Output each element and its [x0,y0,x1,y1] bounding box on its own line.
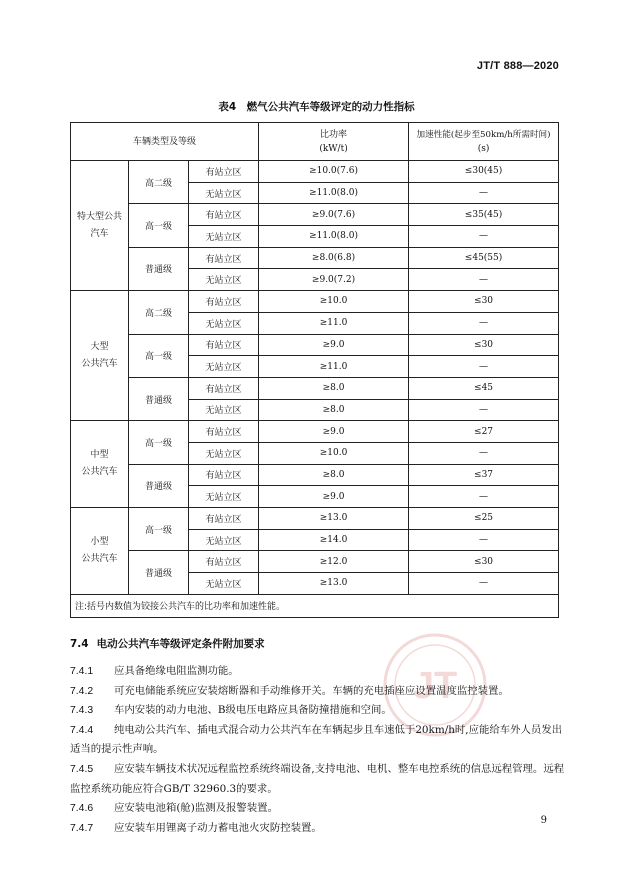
power-ratio-cell: ≥11.0(8.0) [259,182,409,204]
vehicle-type-cell: 特大型公共 汽车 [71,161,129,291]
power-ratio-cell: ≥9.0(7.2) [259,269,409,291]
table-note: 注:括号内数值为铰接公共汽车的比功率和加速性能。 [71,594,559,617]
power-ratio-cell: ≥8.0 [259,464,409,486]
power-ratio-cell: ≥9.0(7.6) [259,204,409,226]
grade-cell: 高一级 [129,508,189,551]
acceleration-cell: ≤30 [409,334,559,356]
header-power-ratio-unit: (kW/t) [319,143,348,154]
vehicle-type-cell: 小型 公共汽车 [71,508,129,595]
table-row [71,161,559,183]
power-ratio-cell: ≥13.0 [259,573,409,595]
clause-number: 7.4.6 [70,803,94,815]
table-body [71,161,559,595]
section-title: 电动公共汽车等级评定条件附加要求 [96,638,265,650]
table-row [71,334,559,356]
standing-area-cell: 无站立区 [189,356,259,378]
grade-cell: 高二级 [129,291,189,334]
clause-text: 应安装电池箱(舱)监测及报警装置。 [114,802,278,815]
clause-number: 7.4.4 [70,724,94,736]
grade-cell: 高一级 [129,334,189,377]
acceleration-cell: — [409,226,559,248]
grade-cell: 普通级 [129,464,189,507]
power-ratio-cell: ≥13.0 [259,508,409,530]
standing-area-cell: 有站立区 [189,508,259,530]
acceleration-cell: — [409,269,559,291]
clause-item [70,819,565,839]
clause-text: 纯电动公共汽车、插电式混合动力公共汽车在车辆起步且车速低于20km/h时,应能给车外人员发出适当的提示性声响。 [70,723,563,756]
header-power-ratio [259,123,409,161]
grade-cell: 高二级 [129,161,189,204]
header-vehicle-type: 车辆类型及等级 [71,123,259,161]
table-row [71,464,559,486]
header-acceleration-label: 加速性能(起步至50km/h所需时间) [416,129,551,140]
standing-area-cell: 无站立区 [189,312,259,334]
header-power-ratio-label: 比功率 [320,129,348,140]
power-ratio-cell: ≥10.0 [259,291,409,313]
acceleration-cell: ≤27 [409,421,559,443]
table-title: 表4 燃气公共汽车等级评定的动力性指标 [218,101,415,113]
table-row [71,421,559,443]
power-ratio-cell: ≥11.0 [259,312,409,334]
section-number: 7.4 [70,638,89,650]
acceleration-cell: ≤45 [409,377,559,399]
standing-area-cell: 无站立区 [189,442,259,464]
acceleration-cell: — [409,399,559,421]
clause-text: 车内安装的动力电池、B级电压电路应具备防撞措施和空间。 [114,704,392,717]
power-ratio-cell: ≥8.0(6.8) [259,247,409,269]
power-ratio-cell: ≥9.0 [259,421,409,443]
table-row [71,247,559,269]
standing-area-cell: 无站立区 [189,529,259,551]
table-row [71,291,559,313]
power-ratio-cell: ≥9.0 [259,334,409,356]
standing-area-cell: 有站立区 [189,247,259,269]
acceleration-cell: — [409,442,559,464]
acceleration-cell: — [409,182,559,204]
standing-area-cell: 无站立区 [189,269,259,291]
table-row [71,204,559,226]
acceleration-cell: ≤30 [409,291,559,313]
header-acceleration [409,123,559,161]
clause-text: 应具备绝缘电阻监测功能。 [114,665,239,677]
standing-area-cell: 无站立区 [189,182,259,204]
section-heading [70,636,265,651]
grade-cell: 高一级 [129,204,189,247]
standing-area-cell: 有站立区 [189,551,259,573]
clause-item [70,760,565,799]
table-row [71,551,559,573]
grade-cell: 普通级 [129,551,189,594]
standing-area-cell: 无站立区 [189,486,259,508]
standing-area-cell: 有站立区 [189,334,259,356]
clause-item [70,721,565,760]
standing-area-cell: 无站立区 [189,399,259,421]
header-acceleration-unit: (s) [477,143,490,154]
clause-text: 可充电储能系统应安装熔断器和手动维修开关。车辆的充电插座应设置温度监控装置。 [114,684,509,697]
standing-area-cell: 无站立区 [189,573,259,595]
clause-item [70,682,565,702]
acceleration-cell: ≤30 [409,551,559,573]
clause-number: 7.4.1 [70,666,94,677]
power-ratio-cell: ≥11.0(8.0) [259,226,409,248]
clause-text: 应安装车用锂离子动力蓄电池火灾防控装置。 [114,821,322,834]
clause-number: 7.4.5 [70,763,94,775]
standing-area-cell: 有站立区 [189,464,259,486]
grade-cell: 高一级 [129,421,189,464]
grade-cell: 普通级 [129,377,189,420]
table-row [71,377,559,399]
power-ratio-cell: ≥14.0 [259,529,409,551]
standing-area-cell: 有站立区 [189,291,259,313]
acceleration-cell: — [409,356,559,378]
standard-code: JT/T 888—2020 [476,60,559,72]
page-number: 9 [540,815,547,826]
clause-number: 7.4.7 [70,822,94,834]
standing-area-cell: 无站立区 [189,226,259,248]
vehicle-type-cell: 中型 公共汽车 [71,421,129,508]
clause-item [70,662,565,682]
vehicle-type-cell: 大型 公共汽车 [71,291,129,421]
grade-cell: 普通级 [129,247,189,290]
power-performance-table [70,122,559,618]
power-ratio-cell: ≥10.0 [259,442,409,464]
clause-list [70,662,565,838]
power-ratio-cell: ≥10.0(7.6) [259,161,409,183]
watermark-text: JT [412,665,458,707]
standing-area-cell: 有站立区 [189,204,259,226]
acceleration-cell: ≤30(45) [409,161,559,183]
acceleration-cell: ≤25 [409,508,559,530]
standing-area-cell: 有站立区 [189,421,259,443]
acceleration-cell: — [409,486,559,508]
clause-number: 7.4.3 [70,705,94,717]
acceleration-cell: — [409,529,559,551]
power-ratio-cell: ≥8.0 [259,377,409,399]
acceleration-cell: ≤35(45) [409,204,559,226]
acceleration-cell: — [409,573,559,595]
power-ratio-cell: ≥9.0 [259,486,409,508]
acceleration-cell: ≤45(55) [409,247,559,269]
clause-item [70,799,565,819]
standing-area-cell: 有站立区 [189,161,259,183]
acceleration-cell: ≤37 [409,464,559,486]
table-row [71,508,559,530]
acceleration-cell: — [409,312,559,334]
power-ratio-cell: ≥8.0 [259,399,409,421]
standing-area-cell: 有站立区 [189,377,259,399]
clause-item [70,701,565,721]
power-ratio-cell: ≥12.0 [259,551,409,573]
clause-number: 7.4.2 [70,685,94,697]
power-ratio-cell: ≥11.0 [259,356,409,378]
clause-text: 应安装车辆技术状况远程监控系统终端设备,支持电池、电机、整车电控系统的信息远程管理。远程监控系统功能应符合GB/T 32960.3的要求。 [70,762,565,795]
